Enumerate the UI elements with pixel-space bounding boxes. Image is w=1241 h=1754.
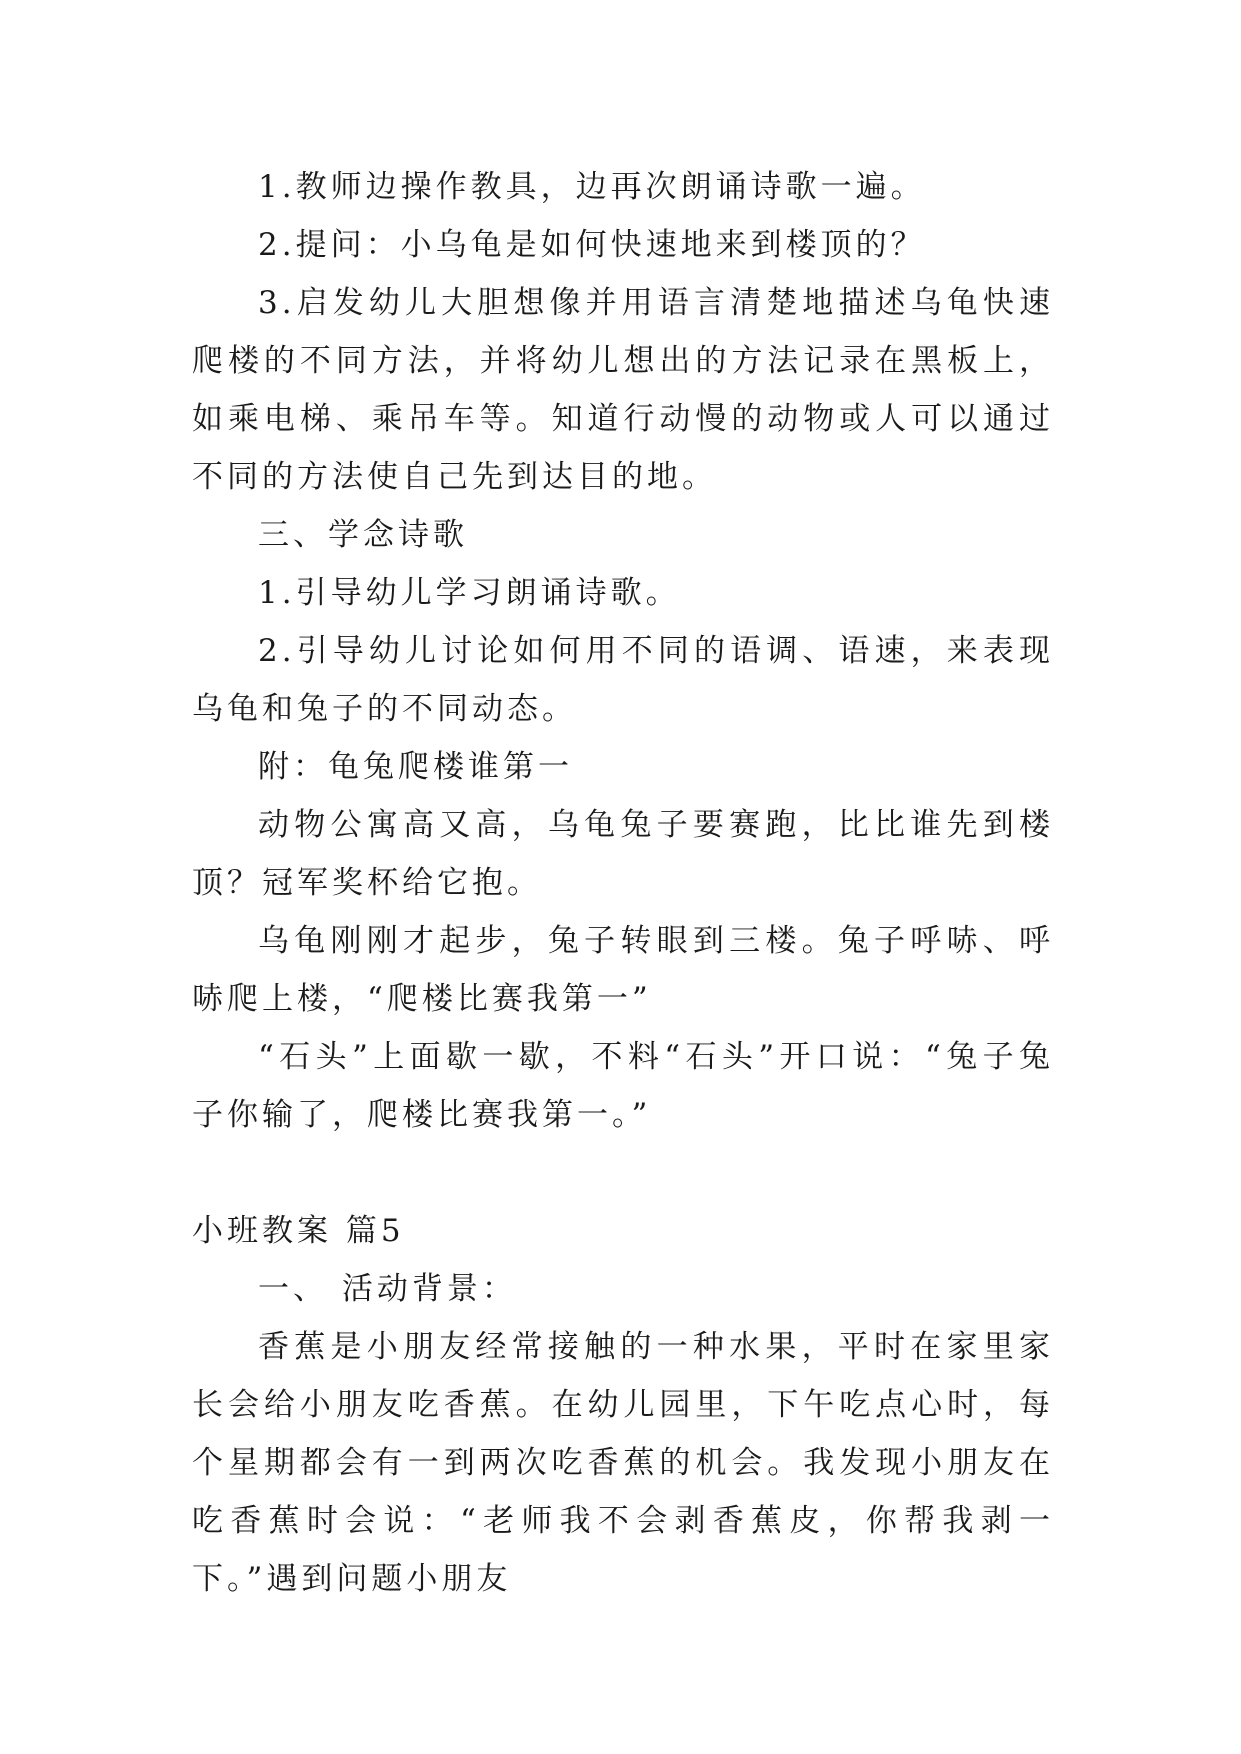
appendix-title: 附：龟兔爬楼谁第一: [258, 749, 573, 785]
paragraph-step-3: 3.启发幼儿大胆想像并用语言清楚地描述乌龟快速爬楼的不同方法，并将幼儿想出的方法记录在黑板上，如乘电梯、乘吊车等。知道行动慢的动物或人可以通过不同的方法使自己先到达目的地。: [192, 285, 1054, 495]
poem-stanza-1: 动物公寓高又高，乌龟兔子要赛跑，比比谁先到楼顶？冠军奖杯给它抱。: [192, 807, 1054, 901]
section-title: 小班教案 篇5: [192, 1213, 405, 1249]
subsection-heading-background: 一、 活动背景：: [258, 1271, 517, 1307]
poem-stanza-2: 乌龟刚刚才起步，兔子转眼到三楼。兔子呼哧、呼哧爬上楼，“爬楼比赛我第一”: [192, 923, 1054, 1017]
paragraph-background: 香蕉是小朋友经常接触的一种水果，平时在家里家长会给小朋友吃香蕉。在幼儿园里，下午吃点心时，每个星期都会有一到两次吃香蕉的机会。我发现小朋友在吃香蕉时会说：“老师我不会剥香蕉皮，你帮我剥一下。”遇到问题小朋友: [192, 1329, 1054, 1597]
paragraph-learn-2: 2.引导幼儿讨论如何用不同的语调、语速，来表现乌龟和兔子的不同动态。: [192, 633, 1054, 727]
poem-stanza-3: “石头”上面歇一歇，不料“石头”开口说：“兔子兔子你输了，爬楼比赛我第一。”: [192, 1039, 1054, 1133]
paragraph-step-1: 1.教师边操作教具，边再次朗诵诗歌一遍。: [258, 169, 926, 205]
document-body: [192, 158, 1054, 1608]
paragraph-step-2: 2.提问：小乌龟是如何快速地来到楼顶的？: [258, 227, 926, 263]
paragraph-learn-1: 1.引导幼儿学习朗诵诗歌。: [258, 575, 681, 611]
section-spacer: [192, 1144, 1054, 1202]
section-heading-learn-poem: 三、学念诗歌: [258, 517, 468, 553]
